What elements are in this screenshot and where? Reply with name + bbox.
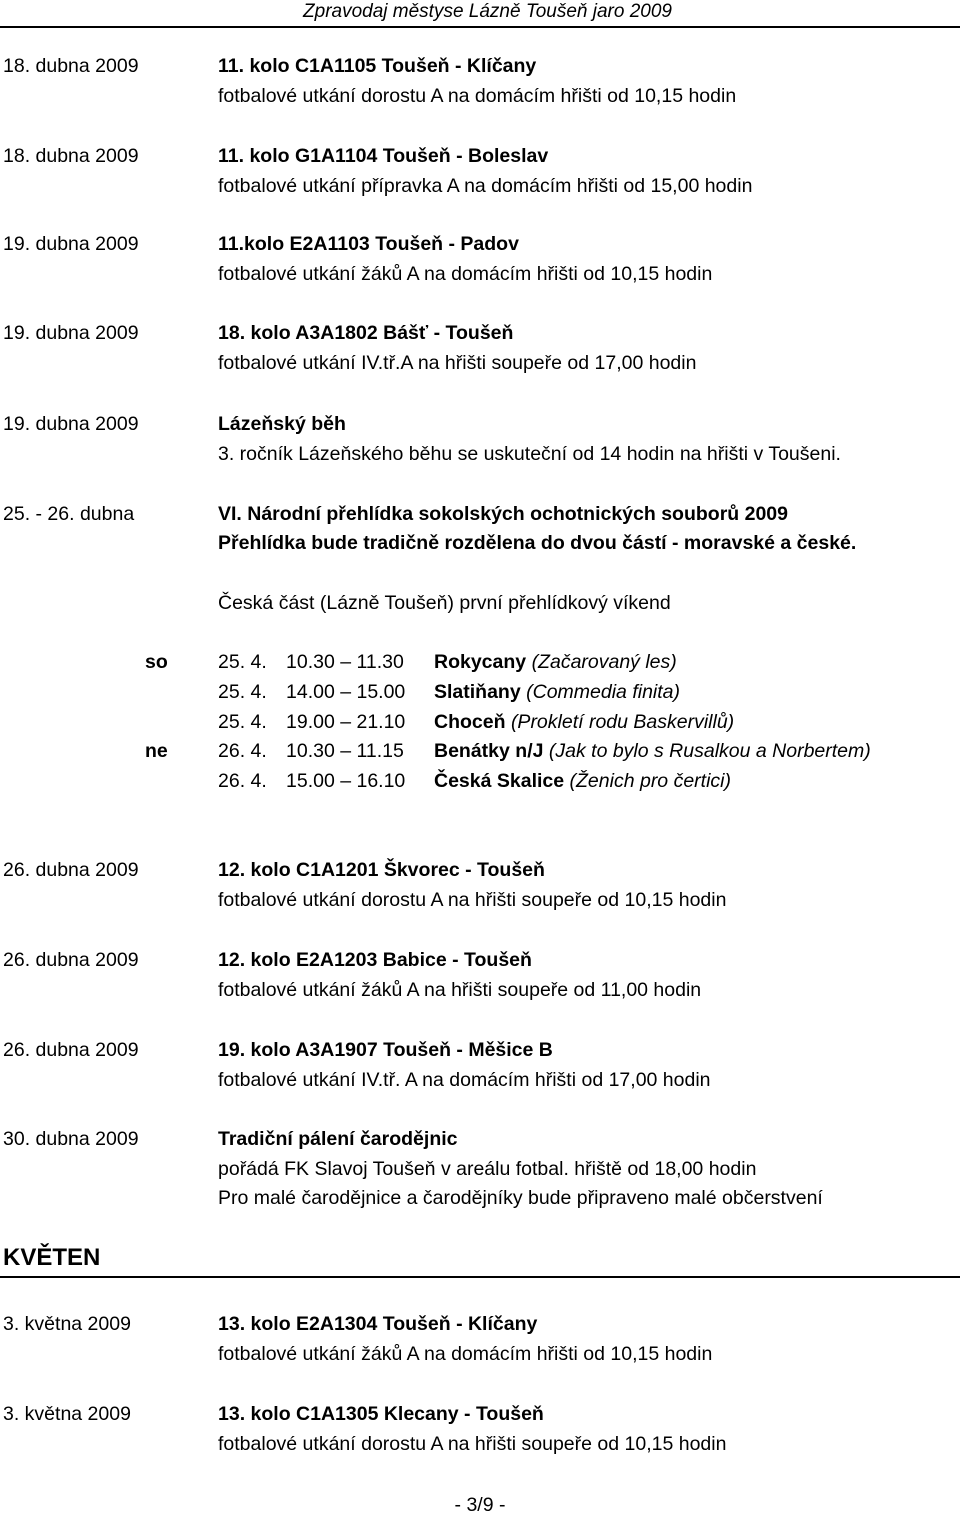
schedule-play: (Začarovaný les) (531, 651, 677, 673)
schedule-time: 10.30 – 11.15 (286, 740, 404, 762)
event-detail: fotbalové utkání dorostu A na hřišti soupeře od 10,15 hodin (218, 1433, 727, 1455)
event-detail: 3. ročník Lázeňského běhu se uskuteční od 14 hodin na hřišti v Toušeni. (218, 443, 841, 465)
festival-part: Česká část (Lázně Toušeň) první přehlídkový víkend (218, 592, 671, 614)
event-detail: fotbalové utkání žáků A na domácím hřišti od 10,15 hodin (218, 1343, 713, 1365)
schedule-ensemble: Choceň (434, 711, 506, 733)
schedule-ensemble: Česká Skalice (434, 770, 565, 792)
day-sunday: ne (145, 740, 168, 762)
event-date: 26. dubna 2009 (3, 949, 139, 971)
event-date: 18. dubna 2009 (3, 55, 139, 77)
festival-subtitle: Přehlídka bude tradičně rozdělena do dvou částí - moravské a české. (218, 532, 857, 554)
schedule-row (218, 770, 731, 793)
event-title: 19. kolo A3A1907 Toušeň - Měšice B (218, 1039, 553, 1061)
schedule-row (218, 711, 734, 734)
event-detail: fotbalové utkání žáků A na domácím hřišti od 10,15 hodin (218, 263, 713, 285)
event-date: 26. dubna 2009 (3, 1039, 139, 1061)
event-title: 13. kolo C1A1305 Klecany - Toušeň (218, 1403, 544, 1425)
event-detail: fotbalové utkání přípravka A na domácím hřišti od 15,00 hodin (218, 175, 753, 197)
schedule-ensemble: Rokycany (434, 651, 527, 673)
schedule-date: 26. 4. (218, 740, 267, 762)
event-date: 30. dubna 2009 (3, 1128, 139, 1150)
schedule-date: 26. 4. (218, 770, 267, 792)
header-rule (0, 26, 960, 28)
page-number: - 3/9 - (454, 1494, 506, 1516)
day-saturday: so (145, 651, 168, 673)
event-date: 26. dubna 2009 (3, 859, 139, 881)
schedule-ensemble: Slatiňany (434, 681, 521, 703)
schedule-date: 25. 4. (218, 711, 267, 733)
event-detail: pořádá FK Slavoj Toušeň v areálu fotbal. hřiště od 18,00 hodin (218, 1158, 757, 1180)
event-date: 18. dubna 2009 (3, 145, 139, 167)
festival-date: 25. - 26. dubna (3, 503, 135, 525)
event-title: 11. kolo G1A1104 Toušeň - Boleslav (218, 145, 549, 167)
event-date: 19. dubna 2009 (3, 413, 139, 435)
schedule-time: 19.00 – 21.10 (286, 711, 406, 733)
event-detail: fotbalové utkání dorostu A na hřišti soupeře od 10,15 hodin (218, 889, 727, 911)
section-heading-may: KVĚTEN (3, 1244, 101, 1271)
event-title: 12. kolo E2A1203 Babice - Toušeň (218, 949, 532, 971)
schedule-ensemble: Benátky n/J (434, 740, 544, 762)
schedule-play: (Commedia finita) (526, 681, 681, 703)
event-title: 18. kolo A3A1802 Bášť - Toušeň (218, 322, 514, 344)
event-detail: Pro malé čarodějnice a čarodějníky bude připraveno malé občerstvení (218, 1187, 823, 1209)
event-date: 19. dubna 2009 (3, 322, 139, 344)
event-detail: fotbalové utkání IV.tř. A na domácím hřišti od 17,00 hodin (218, 1069, 711, 1091)
festival-title: VI. Národní přehlídka sokolských ochotnických souborů 2009 (218, 503, 788, 525)
schedule-time: 14.00 – 15.00 (286, 681, 406, 703)
schedule-row (218, 681, 680, 704)
event-detail: fotbalové utkání IV.tř.A na hřišti soupeře od 17,00 hodin (218, 352, 697, 374)
schedule-time: 10.30 – 11.30 (286, 651, 404, 673)
schedule-play: (Ženich pro čertici) (569, 770, 731, 792)
event-title: Lázeňský běh (218, 413, 346, 435)
event-title: Tradiční pálení čarodějnic (218, 1128, 458, 1150)
schedule-play: (Jak to bylo s Rusalkou a Norbertem) (548, 740, 871, 762)
event-title: 11.kolo E2A1103 Toušeň - Padov (218, 233, 519, 255)
event-date: 3. května 2009 (3, 1403, 131, 1425)
schedule-date: 25. 4. (218, 651, 267, 673)
schedule-time: 15.00 – 16.10 (286, 770, 406, 792)
schedule-date: 25. 4. (218, 681, 267, 703)
newsletter-header: Zpravodaj městyse Lázně Toušeň jaro 2009 (303, 1, 672, 22)
event-title: 13. kolo E2A1304 Toušeň - Klíčany (218, 1313, 538, 1335)
schedule-play: (Prokletí rodu Baskervillů) (510, 711, 735, 733)
event-detail: fotbalové utkání dorostu A na domácím hřišti od 10,15 hodin (218, 85, 737, 107)
schedule-row (218, 651, 677, 674)
schedule-row (218, 740, 871, 763)
section-rule (0, 1276, 960, 1278)
event-detail: fotbalové utkání žáků A na hřišti soupeře od 11,00 hodin (218, 979, 702, 1001)
event-date: 3. května 2009 (3, 1313, 131, 1335)
event-title: 12. kolo C1A1201 Škvorec - Toušeň (218, 859, 545, 881)
event-date: 19. dubna 2009 (3, 233, 139, 255)
event-title: 11. kolo C1A1105 Toušeň - Klíčany (218, 55, 537, 77)
